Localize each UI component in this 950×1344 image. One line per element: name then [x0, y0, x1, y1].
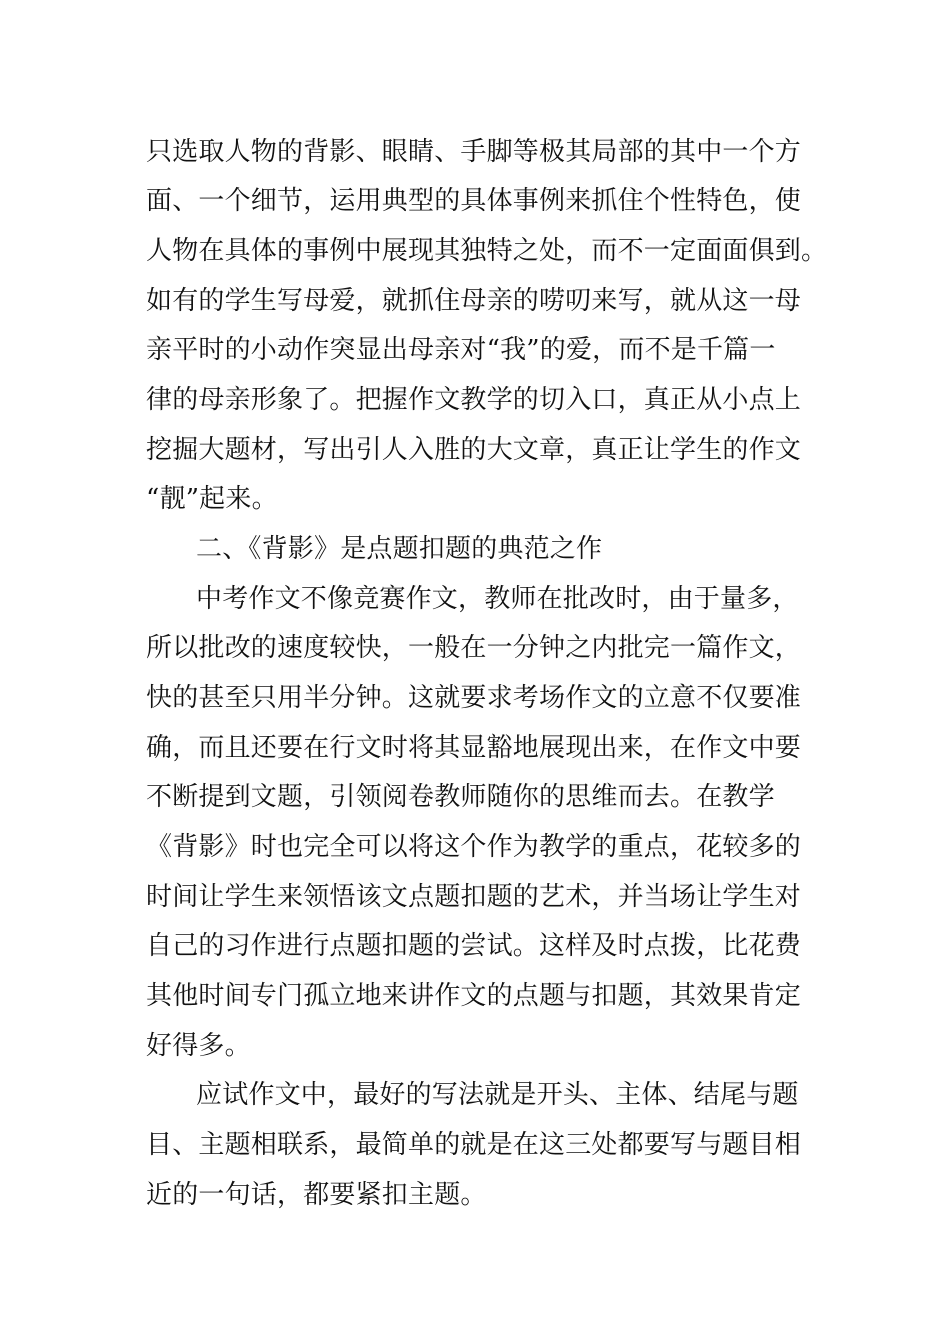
text-line: 只选取人物的背影、眼睛、手脚等极其局部的其中一个方: [146, 137, 802, 167]
text-line: 如有的学生写母爱，就抓住母亲的唠叨来写，就从这一母: [146, 286, 802, 316]
text-line: 自己的习作进行点题扣题的尝试。这样及时点拨，比花费: [146, 931, 802, 961]
text-line: 《背影》时也完全可以将这个作为教学的重点，花较多的: [146, 832, 802, 862]
text-line: 挖掘大题材，写出引人入胜的大文章，真正让学生的作文: [146, 435, 802, 465]
text-line: 好得多。: [146, 1031, 251, 1061]
text-line: “靓”起来。: [146, 484, 278, 514]
text-line: 目、主题相联系，最简单的就是在这三处都要写与题目相: [146, 1130, 802, 1160]
text-line: 面、一个细节，运用典型的具体事例来抓住个性特色，使: [146, 186, 802, 216]
text-line: 确，而且还要在行文时将其显豁地展现出来，在作文中要: [146, 733, 802, 763]
text-line: 中考作文不像竞赛作文，教师在批改时，由于量多，: [196, 584, 799, 614]
text-line: 时间让学生来领悟该文点题扣题的艺术，并当场让学生对: [146, 882, 802, 912]
text-line: 近的一句话，都要紧扣主题。: [146, 1180, 487, 1210]
text-line: 不断提到文题，引领阅卷教师随你的思维而去。在教学: [146, 782, 775, 812]
text-line: 快的甚至只用半分钟。这就要求考场作文的立意不仅要准: [146, 683, 802, 713]
text-line: 其他时间专门孤立地来讲作文的点题与扣题，其效果肯定: [146, 981, 802, 1011]
text-line: 人物在具体的事例中展现其独特之处，而不一定面面俱到。: [146, 236, 828, 266]
section-heading: 二、《背影》是点题扣题的典范之作: [196, 534, 603, 564]
text-line: 亲平时的小动作突显出母亲对“我”的爱，而不是千篇一: [146, 335, 776, 365]
text-line: 所以批改的速度较快，一般在一分钟之内批完一篇作文，: [146, 633, 802, 663]
text-line: 应试作文中，最好的写法就是开头、主体、结尾与题: [196, 1080, 799, 1110]
text-line: 律的母亲形象了。把握作文教学的切入口，真正从小点上: [146, 385, 802, 415]
